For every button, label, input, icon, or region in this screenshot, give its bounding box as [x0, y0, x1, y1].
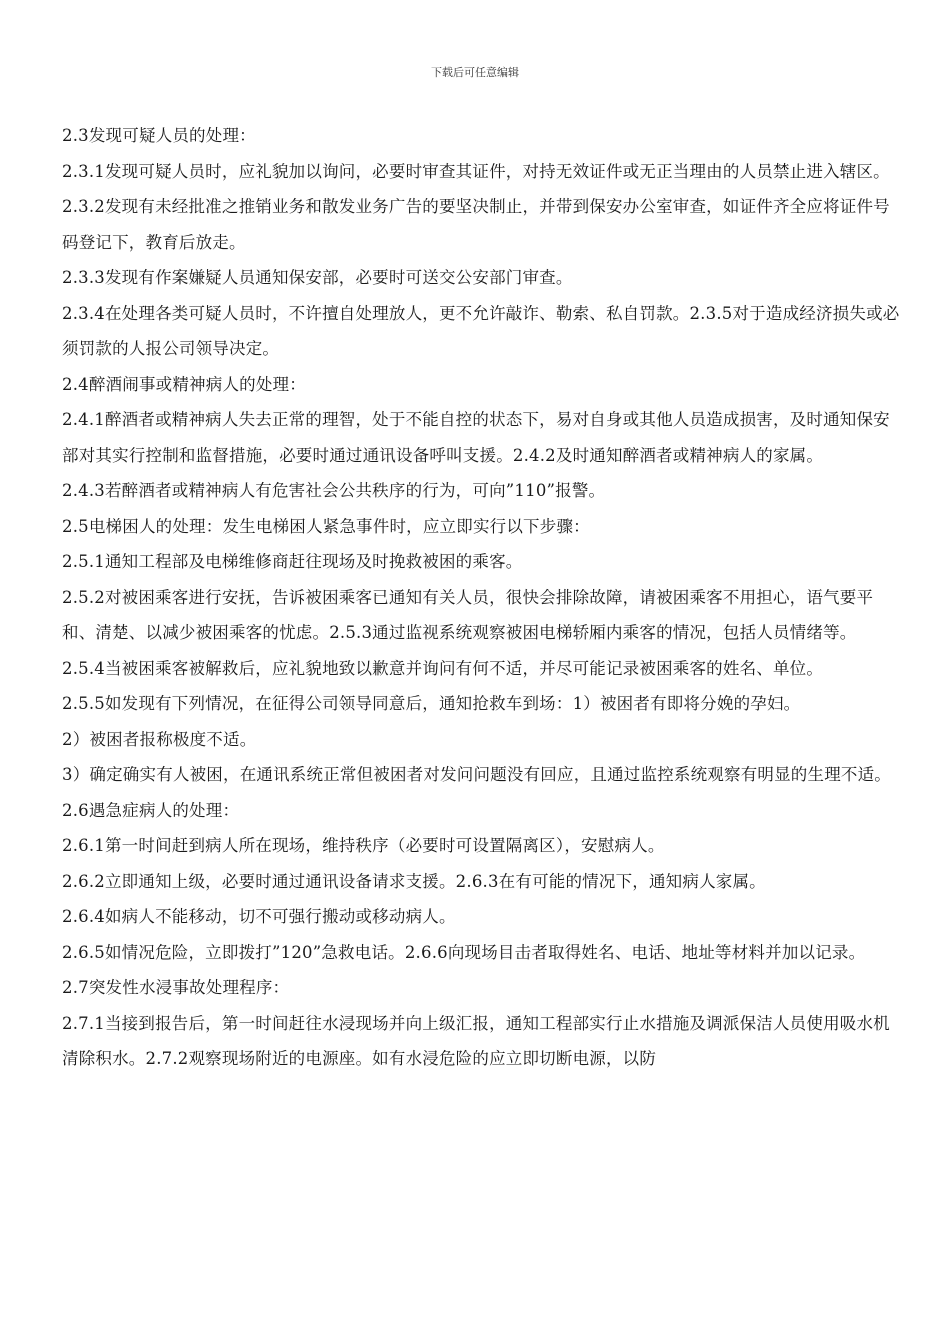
paragraph: 2.7突发性水浸事故处理程序：	[62, 978, 290, 997]
paragraph: 2.3.1发现可疑人员时，应礼貌加以询问，必要时审查其证件，对持无效证件或无正当理由的人员禁止进入辖区。2.3.2发现有未经批准之推销业务和散发业务广告的要坚决制止，并带到保安办公室审查，如证件齐全应将证件号码登记下，教育后放走。	[62, 161, 890, 252]
paragraph: 2.5电梯困人的处理：发生电梯困人紧急事件时，应立即实行以下步骤：	[62, 516, 590, 536]
paragraph: 3）确定确实有人被困，在通讯系统正常但被困者对发问问题没有回应，且通过监控系统观察有明显的生理不适。2.6遇急症病人的处理：	[62, 765, 891, 820]
paragraph: 2.6.5如情况危险，立即拨打”120”急救电话。2.6.6向现场目击者取得姓名、电话、地址等材料并加以记录。	[62, 942, 866, 962]
paragraph: 2）被困者报称极度不适。	[62, 729, 257, 749]
paragraph: 2.6.2立即通知上级，必要时通过通讯设备请求支援。2.6.3在有可能的情况下，通知病人家属。	[62, 871, 766, 891]
paragraph: 2.6.4如病人不能移动，切不可强行搬动或移动病人。	[62, 907, 456, 926]
page-header: 下载后可任意编辑	[431, 66, 519, 79]
paragraph: 2.5.4当被困乘客被解救后，应礼貌地致以歉意并询问有何不适，并尽可能记录被困乘客的姓名、单位。	[62, 658, 824, 678]
paragraph: 2.5.2对被困乘客进行安抚，告诉被困乘客已通知有关人员，很快会排除故障，请被困乘客不用担心，语气要平和、清楚、以减少被困乘客的忧虑。2.5.3通过监视系统观察被困电梯轿厢内乘客的情况，包括人员情绪等。	[62, 587, 874, 642]
paragraph: 2.4.3若醉酒者或精神病人有危害社会公共秩序的行为，可向”110”报警。	[62, 481, 606, 500]
paragraph: 2.4醉酒闹事或精神病人的处理：	[62, 374, 306, 394]
paragraph: 2.7.1当接到报告后，第一时间赶往水浸现场并向上级汇报，通知工程部实行止水措施及调派保洁人员使用吸水机清除积水。2.7.2观察现场附近的电源座。如有水浸危险的应立即切断电源，以防	[62, 1013, 890, 1068]
paragraph: 2.3.4在处理各类可疑人员时，不许擅自处理放人，更不允许敲诈、勒索、私自罚款。2.3.5对于造成经济损失或必须罚款的人报公司领导决定。	[62, 303, 900, 358]
paragraph: 2.5.5如发现有下列情况，在征得公司领导同意后，通知抢救车到场：1）被困者有即将分娩的孕妇。	[62, 694, 801, 713]
paragraph: 2.3发现可疑人员的处理：	[62, 126, 256, 145]
paragraph: 2.3.3发现有作案嫌疑人员通知保安部，必要时可送交公安部门审查。	[62, 268, 573, 287]
paragraph: 2.5.1通知工程部及电梯维修商赶往现场及时挽救被困的乘客。	[62, 552, 523, 571]
paragraph: 2.4.1醉酒者或精神病人失去正常的理智，处于不能自控的状态下，易对自身或其他人员造成损害，及时通知保安部对其实行控制和监督措施，必要时通过通讯设备呼叫支援。2.4.2及时通知醉酒者或精神病人的家属。	[62, 410, 890, 465]
document-body	[62, 118, 902, 1077]
paragraph: 2.6.1第一时间赶到病人所在现场，维持秩序（必要时可设置隔离区），安慰病人。	[62, 836, 665, 855]
